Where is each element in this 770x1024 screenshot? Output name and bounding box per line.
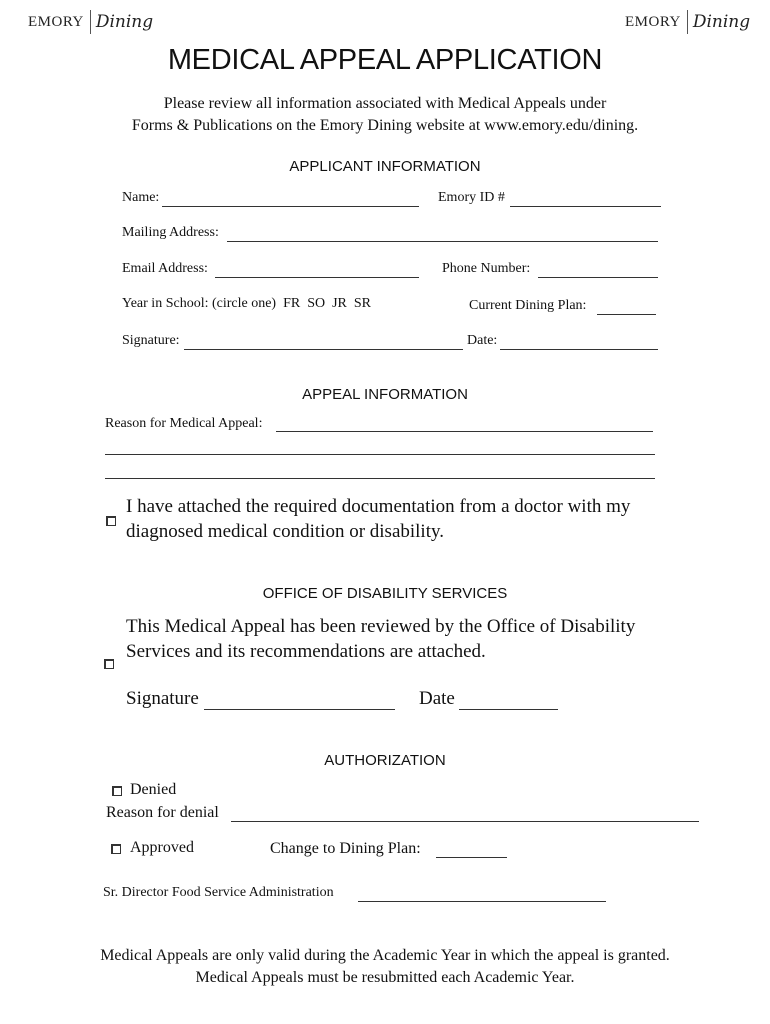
current-dining-plan-label: Current Dining Plan:	[469, 298, 587, 313]
documentation-statement-line-2: diagnosed medical condition or disability.	[126, 521, 445, 542]
mailing-address-field[interactable]	[227, 241, 658, 242]
logo-divider	[90, 10, 91, 34]
appeal-section-heading: APPEAL INFORMATION	[302, 386, 468, 403]
email-address-field[interactable]	[215, 277, 419, 278]
denied-label: Denied	[130, 781, 177, 798]
ods-date-label: Date	[419, 688, 455, 709]
current-dining-plan-field[interactable]	[597, 314, 656, 315]
mailing-address-label: Mailing Address:	[122, 225, 219, 240]
ods-signature-field[interactable]	[204, 709, 395, 710]
page-title: MEDICAL APPEAL APPLICATION	[167, 44, 603, 76]
signature-field[interactable]	[184, 349, 463, 350]
intro-line-1: Please review all information associated with Medical Appeals under	[163, 95, 607, 112]
date-label: Date:	[467, 333, 498, 348]
documentation-checkbox[interactable]	[106, 516, 116, 526]
ods-signature-label: Signature	[126, 688, 199, 709]
logo-word: EMORY	[28, 13, 84, 30]
authorization-section-heading: AUTHORIZATION	[324, 752, 446, 769]
change-dining-plan-field[interactable]	[436, 857, 507, 858]
director-signature-field[interactable]	[358, 901, 606, 902]
ods-review-checkbox[interactable]	[104, 659, 114, 669]
signature-label: Signature:	[122, 333, 180, 348]
change-dining-plan-label: Change to Dining Plan:	[270, 840, 421, 857]
emory-dining-logo-left	[28, 9, 153, 35]
footer-line-1: Medical Appeals are only valid during the Academic Year in which the appeal is granted.	[100, 947, 670, 964]
reason-for-denial-label: Reason for denial	[106, 804, 219, 821]
emory-id-field[interactable]	[510, 206, 661, 207]
reason-for-appeal-field[interactable]	[276, 431, 653, 432]
reason-for-appeal-line-2[interactable]	[105, 454, 655, 455]
ods-statement-line-2: Services and its recommendations are attached.	[126, 641, 486, 662]
director-label: Sr. Director Food Service Administration	[103, 885, 334, 900]
logo-script: Dining	[95, 12, 154, 32]
date-field[interactable]	[500, 349, 658, 350]
reason-for-denial-field[interactable]	[231, 821, 699, 822]
ods-section-heading: OFFICE OF DISABILITY SERVICES	[262, 585, 508, 602]
reason-for-appeal-label: Reason for Medical Appeal:	[105, 416, 263, 431]
email-address-label: Email Address:	[122, 261, 208, 276]
phone-number-label: Phone Number:	[442, 261, 531, 276]
footer-line-2: Medical Appeals must be resubmitted each Academic Year.	[195, 969, 575, 986]
name-field[interactable]	[162, 206, 419, 207]
emory-id-label: Emory ID #	[438, 190, 505, 205]
phone-number-field[interactable]	[538, 277, 658, 278]
reason-for-appeal-line-3[interactable]	[105, 478, 655, 479]
logo-divider	[687, 10, 688, 34]
logo-script: Dining	[692, 12, 751, 32]
name-label: Name:	[122, 190, 160, 205]
applicant-section-heading: APPLICANT INFORMATION	[289, 158, 481, 175]
emory-dining-logo-right	[625, 9, 750, 35]
ods-statement-line-1: This Medical Appeal has been reviewed by the Office of Disability	[126, 616, 636, 637]
documentation-statement-line-1: I have attached the required documentation from a doctor with my	[126, 496, 631, 517]
approved-label: Approved	[130, 839, 194, 856]
intro-line-2: Forms & Publications on the Emory Dining website at www.emory.edu/dining.	[131, 117, 639, 134]
approved-checkbox[interactable]	[111, 844, 121, 854]
logo-word: EMORY	[625, 13, 681, 30]
year-in-school-label: Year in School: (circle one) FR SO JR SR	[122, 296, 372, 311]
ods-date-field[interactable]	[459, 709, 558, 710]
denied-checkbox[interactable]	[112, 786, 122, 796]
